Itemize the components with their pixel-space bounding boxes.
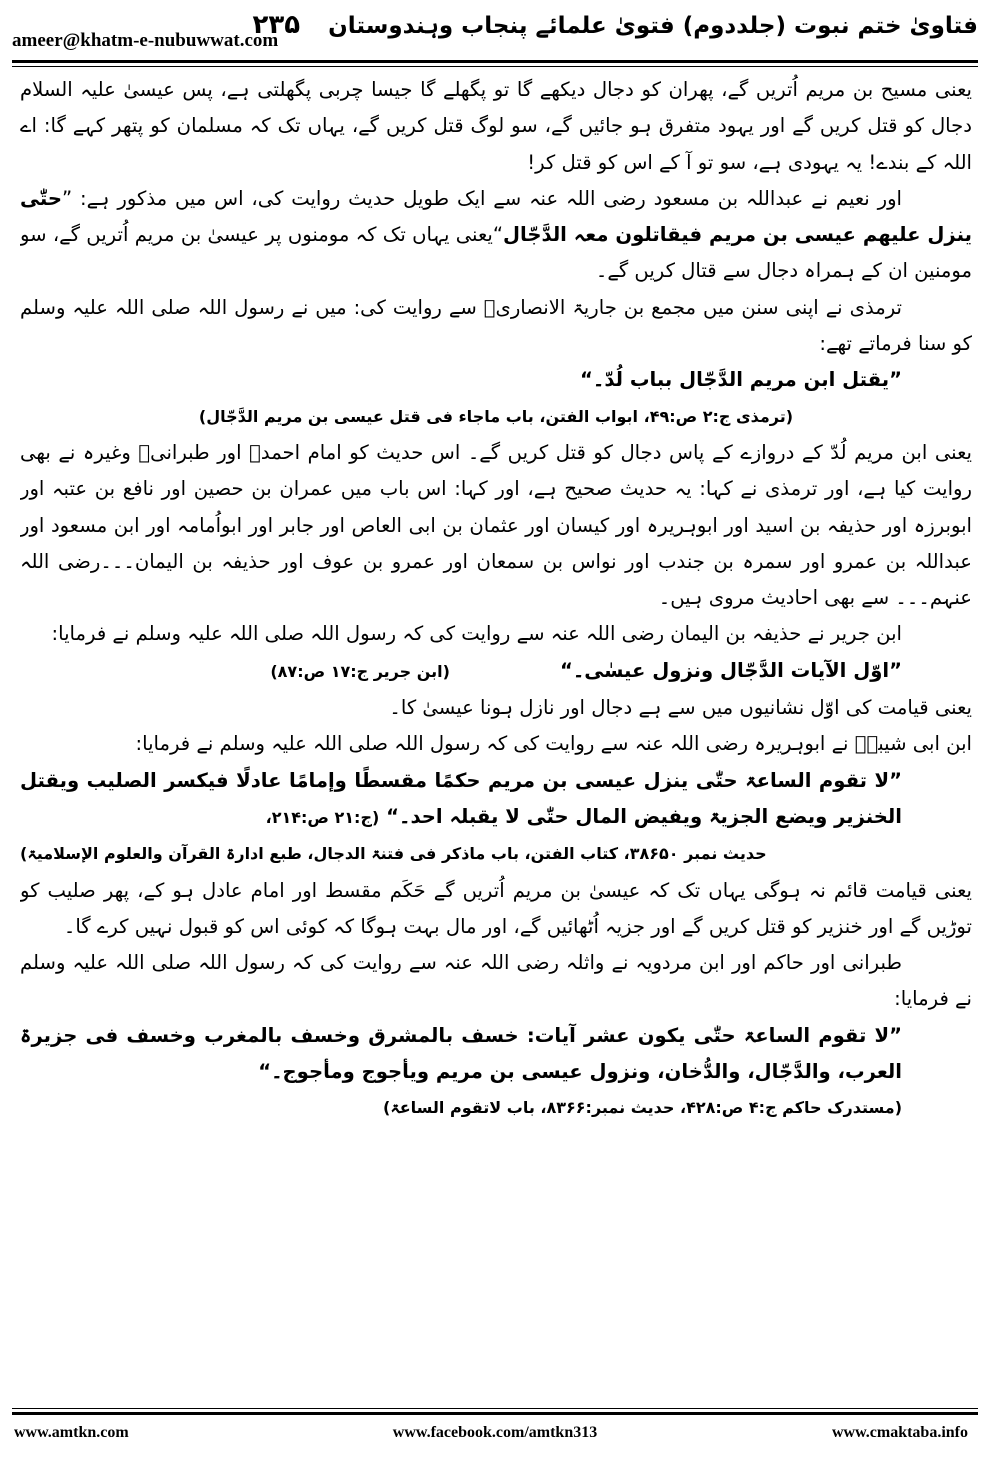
arabic-quote — [20, 763, 972, 837]
arabic-quote-text: ”اوّل الآیات الدَّجّال ونزول عیسٰی۔“ — [559, 658, 902, 682]
page-footer — [0, 1424, 990, 1448]
page-header — [0, 0, 990, 62]
paragraph: یعنی مسیح بن مریم اُتریں گے، پھران کو دجال دیکھے گا تو پگھلے گا جیسا چربی پگھلتی ہے، پس عیسیٰ علیہ السلام دجال کو قتل کریں گے اور یہود متفرق ہو جائیں گے، سو لوگ قتل کریں گے، یہاں تک کہ مسلمان کو پتھر کہے گا: اے اللہ کے بندے! یہ یہودی ہے، سو تو آ کے اس کو قتل کر! — [20, 78, 972, 174]
section-title: فتویٰ علمائے پنجاب وہندوستان — [328, 13, 675, 39]
footer-link-cmaktaba[interactable]: www.cmaktaba.info — [831, 1424, 968, 1441]
header-rule — [12, 60, 978, 67]
paragraph-tail: “یعنی یہاں تک کہ مومنوں پر عیسیٰ بن مریم اُتریں گے، سو مومنین ان کے ہمراہ دجال سے قتال کریں گے۔ — [20, 223, 972, 283]
arabic-quote — [20, 653, 972, 690]
paragraph — [20, 181, 972, 290]
footer-rule — [12, 1408, 978, 1415]
page-number: ۲۳۵ — [252, 10, 301, 40]
paragraph: ترمذی نے اپنی سنن میں مجمع بن جاریۃ الانصاریؓ سے روایت کی: میں نے رسول اللہ صلی اللہ علیہ وسلم کو سنا فرماتے تھے: — [20, 295, 972, 356]
paragraph: یعنی قیامت قائم نہ ہوگی یہاں تک کہ عیسیٰ بن مریم اُتریں گے حَکَم مقسط اور امام عادل ہو کے، پھر صلیب کو توڑیں گے اور خنزیر کو قتل کریں گے اور جزیہ اُٹھائیں گے، اور مال بہت ہوگا کہ کوئی اس کو قبول نہیں کرے گا۔ — [20, 878, 972, 938]
citation: (مستدرک حاکم ج:۴ ص:۴۲۸، حدیث نمبر:۸۳۶۶، باب لاتقوم الساعۃ) — [383, 1098, 902, 1118]
paragraph: یعنی ابن مریم لُدّ کے دروازے کے پاس دجال کو قتل کریں گے۔ اس حدیث کو امام احمدؒ اور طبرانیؒ وغیرہ نے بھی روایت کیا ہے، اور ترمذی نے کہا: یہ حدیث صحیح ہے، اور کہا: اس باب میں عمران بن حصین اور نافع بن عتبہ اور ابوبرزہ اور حذیفہ بن اسید اور ابوہریرہ اور کیسان اور عثمان بن ابی العاص اور جابر اور ابواُمامہ اور ابن مسعود اور عبداللہ بن عمرو اور سمرہ بن جندب اور نواس بن سمعان اور عمرو بن عوف اور حذیفہ بن الیمان۔۔۔رضی اللہ عنہم۔۔۔ سے بھی احادیث مروی ہیں۔ — [20, 440, 972, 610]
page-body — [20, 72, 972, 1402]
header-title — [252, 10, 978, 40]
arabic-quote: ”لا تقوم الساعۃ حتّٰی یکون عشر آیات: خسف بالمشرق وخسف بالمغرب وخسف فی جزیرۃ العرب، والدَّجّال، والدُّخان، ونزول عیسی بن مریم ویأجوج ومأجوج۔“ — [20, 1023, 902, 1084]
header-email: ameer@khatm-e-nubuwwat.com — [12, 30, 279, 51]
arabic-quote-text: ”لا تقوم الساعۃ حتّٰی ینزل عیسی بن مریم حکمًا مقسطًا وإمامًا عادلًا فیکسر الصلیب ویقتل الخنزیر ویضع الجزیۃ ویفیض المال حتّٰی لا یقبلہ احد۔“ — [20, 768, 902, 828]
paragraph: طبرانی اور حاکم اور ابن مردویہ نے واثلہ رضی اللہ عنہ سے روایت کی کہ رسول اللہ صلی اللہ علیہ وسلم نے فرمایا: — [20, 951, 972, 1011]
book-title: فتاویٰ ختم نبوت (جلددوم) — [682, 13, 978, 39]
citation: (ابن جریر ج:۱۷ ص:۸۷) — [270, 661, 450, 681]
arabic-quote: ”یقتل ابن مریم الدَّجّال بباب لُدّ۔“ — [580, 368, 902, 392]
citation: (ترمذی ج:۲ ص:۴۹، ابواب الفتن، باب ماجاء فی قتل عیسی بن مریم الدَّجّال) — [198, 406, 794, 426]
footer-link-facebook[interactable]: www.facebook.com/amtkn313 — [392, 1424, 598, 1441]
arabic-quote: حتّٰی ینزل علیھم عیسی بن مریم فیقاتلون معہ الدَّجّال — [20, 186, 972, 247]
paragraph-lead: اور نعیم نے عبداللہ بن مسعود رضی اللہ عنہ سے ایک طویل حدیث روایت کی، اس میں مذکور ہے: ” — [61, 186, 902, 210]
citation: (ج:۲۱ ص:۲۱۴، — [265, 807, 380, 827]
paragraph: ابن ابی شیبہؒ نے ابوہریرہ رضی اللہ عنہ سے روایت کی کہ رسول اللہ صلی اللہ علیہ وسلم نے فرمایا: — [135, 732, 972, 756]
footer-link-amtkn[interactable]: www.amtkn.com — [14, 1424, 129, 1441]
paragraph: ابن جریر نے حذیفہ بن الیمان رضی اللہ عنہ سے روایت کی کہ رسول اللہ صلی اللہ علیہ وسلم نے فرمایا: — [51, 622, 902, 646]
citation: حدیث نمبر ۳۸۶۵۰، کتاب الفتن، باب ماذکر فی فتنۃ الدجال، طبع ادارۃ القرآن والعلوم الإسلامیۃ) — [20, 844, 767, 864]
paragraph: یعنی قیامت کی اوّل نشانیوں میں سے ہے دجال اور نازل ہونا عیسیٰ کا۔ — [389, 696, 972, 720]
